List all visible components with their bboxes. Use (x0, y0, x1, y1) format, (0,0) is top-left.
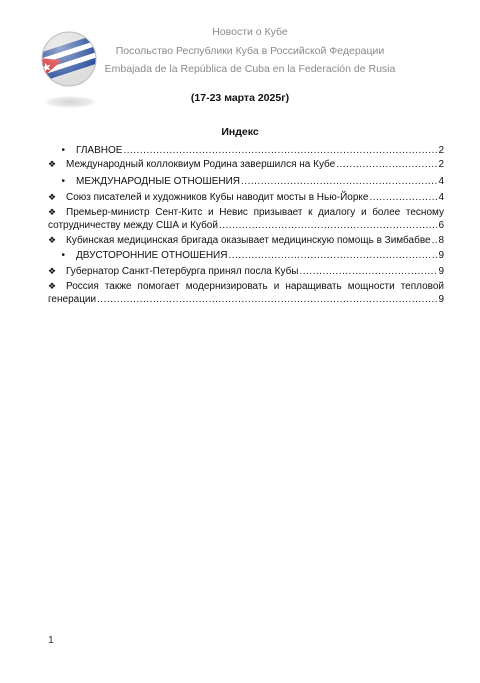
toc-entry-text: ГЛАВНОЕ (76, 145, 123, 156)
dot-leader (228, 249, 437, 262)
dot-leader (300, 265, 438, 278)
diamond-bullet-icon: ❖ (48, 192, 57, 202)
bullet-icon: • (61, 145, 65, 156)
toc-entry-text: Союз писателей и художников Кубы наводит мосты в Нью-Йорке (66, 192, 369, 203)
toc-page-number: 2 (438, 145, 444, 156)
toc-entry-text: ДВУСТОРОННИЕ ОТНОШЕНИЯ (76, 250, 228, 261)
embassy-logo (40, 30, 98, 88)
toc-page-number: 2 (438, 159, 444, 170)
dot-leader (241, 175, 437, 188)
diamond-bullet-icon: ❖ (48, 266, 57, 276)
toc-entry[interactable] (48, 280, 444, 306)
toc-entry[interactable] (48, 234, 444, 247)
toc-page-number: 9 (438, 250, 444, 261)
diamond-bullet-icon: ❖ (48, 235, 57, 245)
dot-leader (369, 191, 437, 204)
dot-leader (432, 234, 438, 247)
toc-entry-international[interactable] (48, 175, 444, 188)
toc-entry[interactable] (48, 265, 444, 278)
toc-page-number: 8 (438, 235, 444, 246)
toc-entry-text-cont: генерации (48, 294, 97, 305)
toc-entry[interactable] (48, 206, 444, 232)
toc-entry-text: Россия также помогает модернизировать и наращивать мощности тепловой (66, 281, 444, 292)
toc-entry-text-cont: сотрудничеству между США и Кубой (48, 220, 218, 231)
bullet-icon: • (61, 176, 65, 187)
toc-entry-main[interactable] (48, 144, 444, 157)
diamond-bullet-icon: ❖ (48, 207, 57, 217)
date-range: (17-23 марта 2025г) (190, 92, 290, 104)
toc-entry-text: Премьер-министр Сент-Китс и Невис призывает к диалогу и более тесному (66, 207, 444, 218)
toc-page-number: 4 (438, 176, 444, 187)
diamond-bullet-icon: ❖ (48, 281, 57, 291)
header-embassy-es: Embajada de la República de Cuba en la Federación de Rusia (104, 63, 396, 75)
bullet-icon: • (61, 250, 65, 261)
diamond-bullet-icon: ❖ (48, 159, 57, 169)
header-title: Новости о Кубе (212, 26, 288, 38)
toc-entry-text: МЕЖДУНАРОДНЫЕ ОТНОШЕНИЯ (76, 176, 241, 187)
toc-entry[interactable] (48, 191, 444, 204)
toc-entry-text: Международный коллоквиум Родина завершился на Кубе (66, 159, 336, 170)
toc-title: Индекс (221, 126, 259, 138)
toc-entry[interactable] (48, 158, 444, 171)
dot-leader (97, 293, 437, 306)
dot-leader (336, 158, 437, 171)
toc-page-number: 6 (438, 220, 444, 231)
toc-page-number: 9 (438, 266, 444, 277)
toc-entry-bilateral[interactable] (48, 249, 444, 262)
toc-entry-text: Кубинская медицинская бригада оказывает медицинскую помощь в Зимбабве (66, 235, 431, 246)
toc-entry-text: Губернатор Санкт-Петербурга принял посла Кубы (66, 266, 299, 277)
toc-page-number: 4 (438, 192, 444, 203)
dot-leader (219, 219, 437, 232)
header-embassy-ru: Посольство Республики Куба в Российской Федерации (115, 45, 385, 57)
page-number: 1 (48, 634, 54, 646)
toc-page-number: 9 (438, 294, 444, 305)
dot-leader (123, 144, 437, 157)
